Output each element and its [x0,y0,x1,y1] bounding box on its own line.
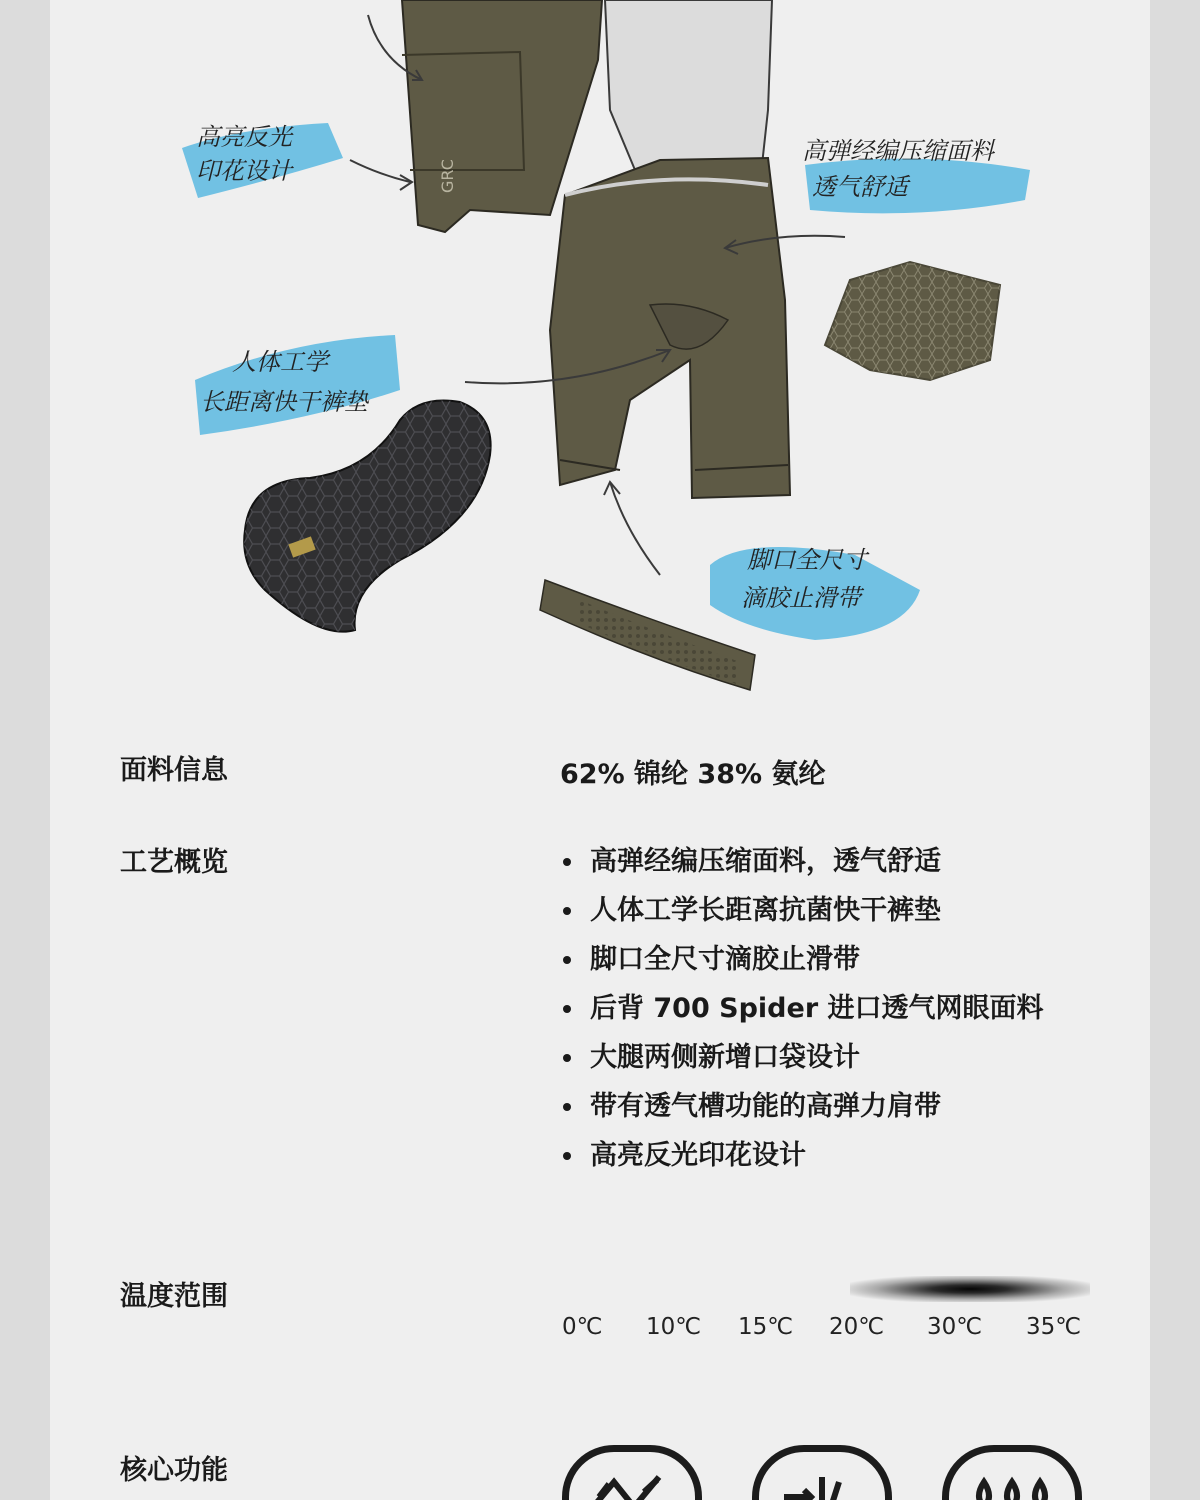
temperature-range-bar [850,1276,1090,1302]
temperature-tick: 35℃ [1026,1314,1082,1340]
front-view-shorts [550,158,790,498]
callout-line-2: 透气舒适 [812,173,908,201]
feature-item: 高弹经编压缩面料，透气舒适 [560,842,1044,891]
product-detail-page [50,0,1150,1500]
feature-item: 高亮反光印花设计 [560,1136,1044,1185]
callout-line-2: 印花设计 [196,157,292,185]
craft-feature-list [560,842,1044,1185]
callout-line-2: 滴胶止滑带 [741,584,861,612]
bib-straps [605,0,772,170]
callout-chamois-pad [190,335,410,435]
breathable-icon [752,1445,892,1500]
feature-item: 带有透气槽功能的高弹力肩带 [560,1087,1044,1136]
chamois-pad [244,400,490,631]
temperature-tick: 30℃ [927,1314,983,1340]
feature-item: 脚口全尺寸滴胶止滑带 [560,940,1044,989]
temperature-tick: 20℃ [829,1314,885,1340]
temperature-tick: 10℃ [646,1314,702,1340]
callout-line-1: 人体工学 [232,348,328,376]
fabric-info-label: 面料信息 [120,755,228,786]
callout-leg-gripper [705,535,925,645]
feature-item: 人体工学长距离抗菌快干裤垫 [560,891,1044,940]
temperature-tick: 0℃ [562,1314,603,1340]
temperature-range-label: 温度范围 [120,1281,228,1312]
temperature-tick: 15℃ [738,1314,794,1340]
callout-line-1: 高弹经编压缩面料 [802,137,994,165]
core-function-label: 核心功能 [120,1455,228,1486]
elastic-icon [562,1445,702,1500]
feature-item: 后背 700 Spider 进口透气网眼面料 [560,989,1044,1038]
callout-line-2: 长距离快干裤垫 [200,388,368,416]
callout-line-1: 脚口全尺寸 [747,546,867,574]
quick-dry-icon [942,1445,1082,1500]
product-illustration [50,0,1150,700]
callout-reflective-print [178,118,348,208]
craft-overview-label: 工艺概览 [120,847,228,878]
fabric-composition: 62% 锦纶 38% 氨纶 [560,759,826,790]
callout-line-1: 高亮反光 [196,123,292,151]
feature-item: 大腿两侧新增口袋设计 [560,1038,1044,1087]
callout-compression-fabric [800,130,1040,220]
brand-mark-text: GRC [438,159,457,193]
